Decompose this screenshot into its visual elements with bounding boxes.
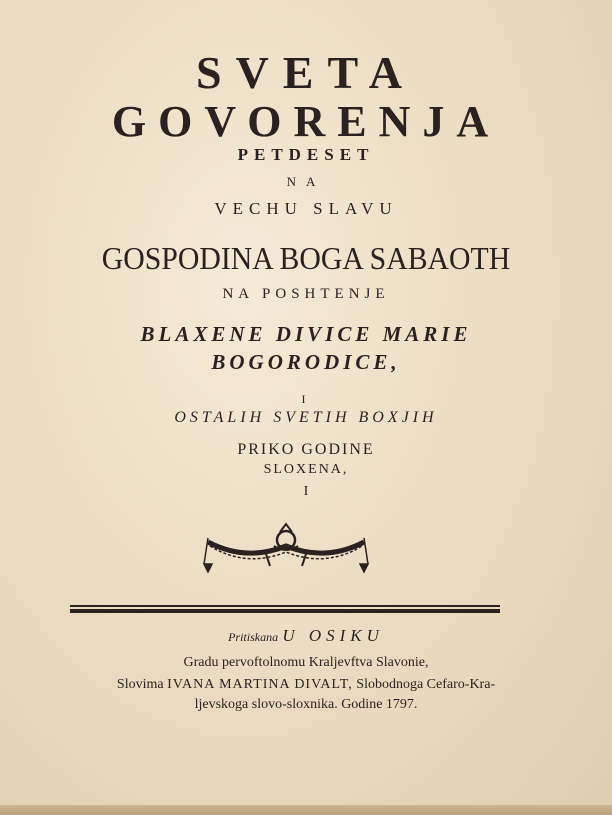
- title-line-3: PETDESET: [237, 145, 375, 164]
- imprint-line-3: [0, 677, 612, 693]
- title-line-4: NA: [286, 174, 326, 189]
- title-line-2: GOVORENJA: [111, 97, 501, 146]
- imprint-pre: Slovima: [116, 677, 164, 692]
- title-line-9: BOGORODICE,: [211, 350, 401, 374]
- title-line-7: NA POSHTENJE: [222, 286, 390, 302]
- title-line-14: I: [303, 484, 309, 499]
- title-line-5: VECHU SLAVU: [214, 199, 398, 218]
- imprint-line-2: Gradu pervoftolnomu Kraljevftva Slavonie,: [183, 655, 429, 670]
- title-line-6: GOSPODINA BOGA SABAOTH: [101, 240, 511, 276]
- title-line-10: I: [301, 392, 311, 406]
- imprint-post: Slobodnoga Cefaro-Kra-: [356, 677, 496, 692]
- imprint-line-4: ljevskoga slovo-sloxnika. Godine 1797.: [194, 697, 418, 712]
- title-line-11: OSTALIH SVETIH BOXJIH: [174, 409, 438, 426]
- printed-label: Pritiskana: [228, 630, 279, 644]
- garland-ornament: [196, 520, 376, 576]
- imprint-line-1: [0, 626, 612, 646]
- double-rule: [70, 604, 500, 614]
- title-line-12: PRIKO GODINE: [237, 441, 375, 458]
- title-line-13: SLOXENA,: [263, 462, 349, 477]
- title-line-1: SVETA: [196, 47, 416, 98]
- imprint-city: U OSIKU: [282, 626, 384, 645]
- title-line-8: BLAXENE DIVICE MARIE: [140, 322, 472, 346]
- printer-name: IVANA MARTINA DIVALT,: [167, 677, 353, 692]
